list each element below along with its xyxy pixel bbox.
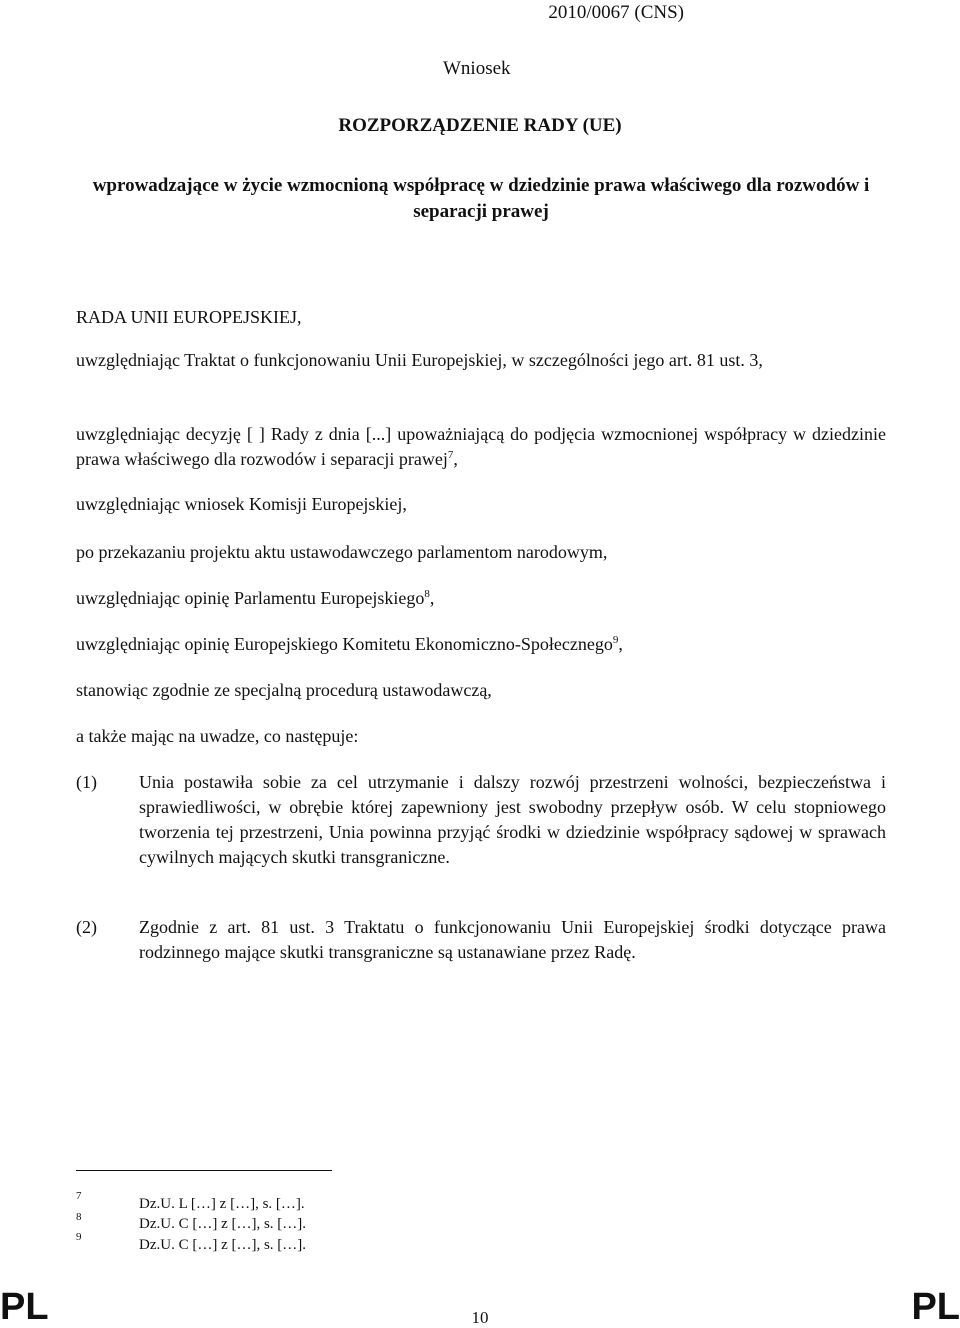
footnote-ref-9[interactable]: 9 [612,634,619,646]
document-title: ROZPORZĄDZENIE RADY (UE) [338,115,622,136]
language-code-right: PL [911,1286,960,1328]
page-number: 10 [471,1308,489,1327]
footnote-text: Dz.U. C […] z […], s. […]. [139,1216,307,1232]
language-code-left: PL [0,1286,49,1328]
document-reference: 2010/0067 (CNS) [548,2,684,23]
footnote-text: Dz.U. C […] z […], s. […]. [139,1237,307,1253]
document-subtitle: wprowadzające w życie wzmocnioną współpracę w dziedzinie prawa właściwego dla rozwodów i separacji prawej [92,175,870,222]
footnote-ref-8[interactable]: 8 [424,588,430,600]
preamble-treaty: uwzględniając Traktat o funkcjonowaniu Unii Europejskiej, w szczególności jego art. 81 ust. 3, [76,350,763,370]
footnote-number: 9 [76,1231,82,1243]
preamble-procedure: stanowiąc zgodnie ze specjalną procedurą ustawodawczą, [76,680,492,700]
footnote-separator [76,1170,332,1171]
preamble-committee-opinion: uwzględniając opinię Europejskiego Komitetu Ekonomiczno-Społecznego$^9$, [76,634,623,654]
footnote-ref-7[interactable]: 7 [447,449,454,461]
preamble-whereas: a także mając na uwadze, co następuje: [76,726,359,746]
recital-number: (1) [76,772,97,792]
footnote-text: Dz.U. L […] z […], s. […]. [139,1196,305,1212]
recital-text: Zgodnie z art. 81 ust. 3 Traktatu o funkcjonowaniu Unii Europejskiej środki dotyczące prawa rodzinnego mające skutki transgraniczne są ustanawiane przez Radę. [139,917,886,962]
recital-number: (2) [76,917,97,937]
footnote-number: 7 [76,1190,82,1202]
footnote-number: 8 [76,1211,82,1223]
preamble-decision: uwzględniając decyzję [ ] Rady z dnia [...] upoważniającą do podjęcia wzmocnionej współpracy w dziedzinie prawa właściwego dla rozwodów i separacji prawej$^7$, [76,424,886,469]
document-kind: Wniosek [443,58,511,79]
preamble-parliament-opinion: uwzględniając opinię Parlamentu Europejskiego$^8$, [76,588,435,608]
institution-line: RADA UNII EUROPEJSKIEJ, [76,307,302,327]
recital-text: Unia postawiła sobie za cel utrzymanie i dalszy rozwój przestrzeni wolności, bezpieczeństwa i sprawiedliwości, w obrębie której zapewniony jest swobodny przepływ osób. W celu stopniowego tworzenia tej przestrzeni, Unia powinna przyjąć środki w dziedzinie współpracy sądowej w sprawach cywilnych mających skutki transgraniczne. [139,772,886,867]
preamble-commission: uwzględniając wniosek Komisji Europejskiej, [76,494,407,514]
preamble-parliaments: po przekazaniu projektu aktu ustawodawczego parlamentom narodowym, [76,542,608,562]
